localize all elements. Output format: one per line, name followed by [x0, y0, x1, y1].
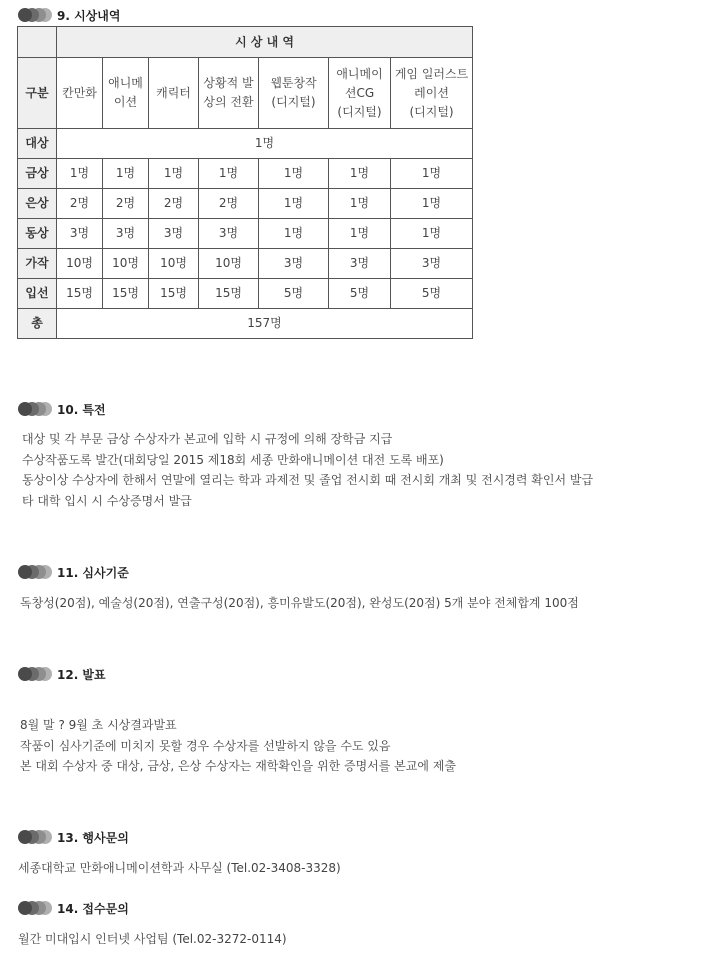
category-header-cell [103, 58, 149, 129]
table-row [18, 159, 473, 189]
table-cell: 3명 [329, 249, 391, 279]
category-header-cell [391, 58, 473, 129]
section-10-body [22, 429, 593, 511]
body-line: 동상이상 수상자에 한해서 연말에 열리는 학과 과제전 및 졸업 전시회 때 전시회 개최 및 전시경력 확인서 발급 [22, 473, 594, 487]
category-header-cell [329, 58, 391, 129]
category-label: 상황적 발 [203, 76, 254, 90]
table-cell: 3명 [103, 219, 149, 249]
body-line: 수상작품도록 발간(대회당일 2015 제18회 세종 만화애니메이션 대전 도록 배포) [22, 452, 444, 467]
table-cell: 1명 [329, 159, 391, 189]
category-label: 레이션 [414, 85, 449, 100]
row-label: 입선 [18, 279, 57, 309]
table-cell: 2명 [149, 189, 199, 219]
section-12-heading [18, 665, 106, 683]
section-title: 12. 발표 [57, 667, 106, 682]
table-cell: 1명 [103, 159, 149, 189]
table-cell: 3명 [391, 249, 473, 279]
row-label-grand: 대상 [18, 129, 57, 159]
category-label: 게임 일러스트 [394, 66, 469, 81]
table-cell: 2명 [57, 189, 103, 219]
section-bullet-icon [18, 565, 52, 579]
table-cell: 3명 [199, 219, 259, 249]
section-11-body [20, 593, 579, 614]
table-cell: 2명 [199, 189, 259, 219]
table-cell: 1명 [329, 219, 391, 249]
table-cell: 1명 [391, 219, 473, 249]
table-cell: 15명 [199, 279, 259, 309]
category-label: (디지털) [337, 104, 382, 119]
category-header-cell [259, 58, 329, 129]
category-header-cell [149, 58, 199, 129]
table-cell: 3명 [57, 219, 103, 249]
table-corner-cell [18, 27, 57, 58]
body-line: 대상 및 각 부문 금상 수상자가 본교에 입학 시 규정에 의해 장학금 지급 [22, 432, 393, 446]
body-line: 8월 말 ? 9월 초 시상결과발표 [20, 718, 177, 732]
body-line: 독창성(20점), 예술성(20점), 연출구성(20점), 흥미유발도(20점), 완성도(20점) 5개 분야 전체합계 100점 [20, 596, 579, 610]
table-cell: 1명 [329, 189, 391, 219]
category-label: 션CG [344, 85, 375, 100]
table-row [18, 249, 473, 279]
category-header-cell [57, 58, 103, 129]
section-title: 14. 접수문의 [57, 901, 129, 916]
body-line: 타 대학 입시 시 수상증명서 발급 [22, 493, 192, 508]
table-cell: 1명 [259, 219, 329, 249]
table-cell: 5명 [259, 279, 329, 309]
table-cell: 1명 [391, 159, 473, 189]
total-value: 157명 [57, 309, 473, 339]
body-line: 본 대회 수상자 중 대상, 금상, 은상 수상자는 재학확인을 위한 증명서를 본교에 제출 [20, 759, 456, 773]
award-table [17, 26, 473, 339]
section-title: 9. 시상내역 [57, 8, 121, 23]
category-label: (디지털) [409, 104, 454, 119]
table-cell: 3명 [259, 249, 329, 279]
row-header-label: 구분 [18, 58, 57, 129]
table-cell: 10명 [149, 249, 199, 279]
table-cell: 15명 [149, 279, 199, 309]
table-cell: 1명 [259, 189, 329, 219]
section-14-heading [18, 899, 129, 917]
section-title: 10. 특전 [57, 402, 106, 417]
table-cell: 1명 [259, 159, 329, 189]
row-label: 은상 [18, 189, 57, 219]
table-cell: 1명 [391, 189, 473, 219]
body-line: 작품이 심사기준에 미치지 못할 경우 수상자를 선발하지 않을 수도 있음 [20, 738, 391, 753]
section-bullet-icon [18, 830, 52, 844]
table-cell: 3명 [149, 219, 199, 249]
section-bullet-icon [18, 667, 52, 681]
category-label: 이션 [113, 95, 138, 109]
table-cell: 10명 [199, 249, 259, 279]
category-label: 칸만화 [62, 85, 97, 100]
table-row [18, 189, 473, 219]
section-title: 11. 심사기준 [57, 565, 129, 580]
category-label: 애니메이 [336, 66, 383, 81]
table-cell: 1명 [57, 159, 103, 189]
row-label: 가작 [18, 249, 57, 279]
row-label-total: 총 [18, 309, 57, 339]
body-line: 월간 미대입시 인터넷 사업팀 (Tel.02-3272-0114) [18, 932, 287, 946]
category-header-cell [199, 58, 259, 129]
category-label: 캐릭터 [156, 85, 191, 100]
section-title: 13. 행사문의 [57, 830, 129, 845]
row-label: 동상 [18, 219, 57, 249]
section-12-body [20, 715, 456, 777]
section-10-heading [18, 400, 106, 418]
section-bullet-icon [18, 8, 52, 22]
table-cell: 10명 [57, 249, 103, 279]
section-13-body [18, 858, 341, 879]
table-cell: 1명 [149, 159, 199, 189]
table-row [18, 279, 473, 309]
section-bullet-icon [18, 901, 52, 915]
table-cell: 5명 [329, 279, 391, 309]
category-label: 상의 전환 [203, 95, 254, 109]
category-label: (디지털) [271, 95, 316, 109]
table-cell: 15명 [103, 279, 149, 309]
section-14-body [18, 929, 287, 950]
table-cell: 2명 [103, 189, 149, 219]
table-cell: 1명 [199, 159, 259, 189]
table-header: 시 상 내 역 [57, 27, 473, 58]
table-cell: 5명 [391, 279, 473, 309]
category-label: 웹툰창작 [270, 76, 317, 90]
section-bullet-icon [18, 402, 52, 416]
table-row [18, 219, 473, 249]
body-line: 세종대학교 만화애니메이션학과 사무실 (Tel.02-3408-3328) [18, 861, 341, 875]
category-label: 애니메 [108, 76, 143, 90]
section-9-heading [18, 6, 120, 24]
section-11-heading [18, 563, 129, 581]
grand-prize-value: 1명 [57, 129, 473, 159]
section-13-heading [18, 828, 129, 846]
table-cell: 10명 [103, 249, 149, 279]
table-cell: 15명 [57, 279, 103, 309]
row-label: 금상 [18, 159, 57, 189]
